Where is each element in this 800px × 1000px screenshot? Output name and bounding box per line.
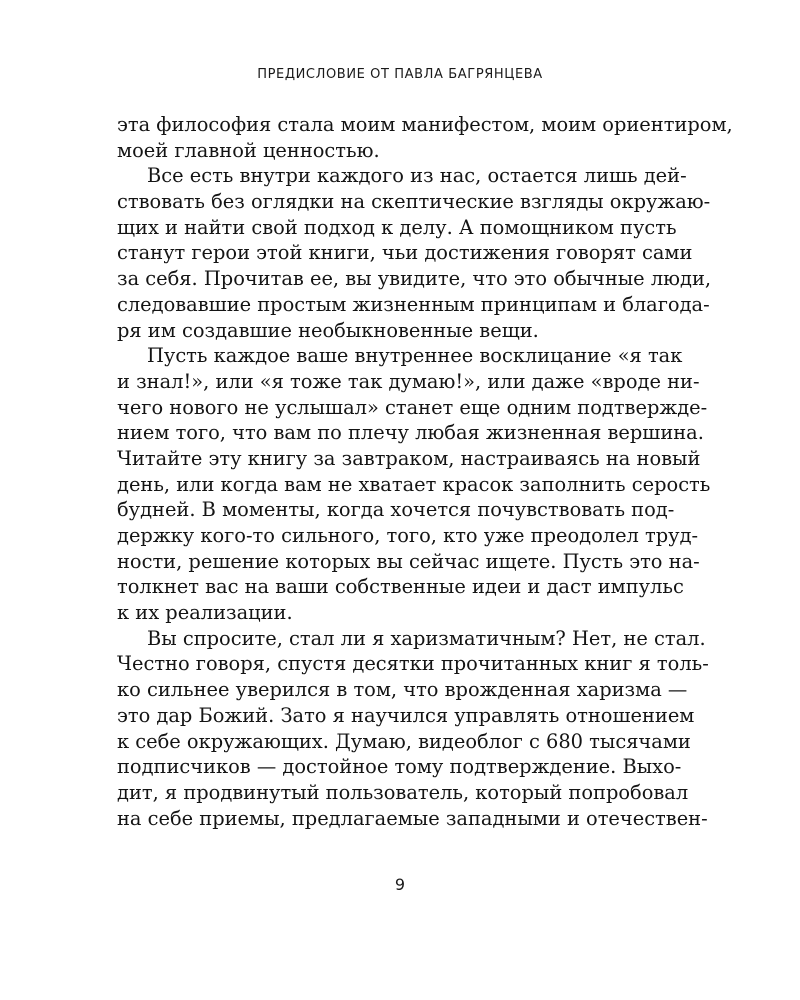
text-line: к себе окружающих. Думаю, видеоблог с 680 тысячами (117, 729, 691, 753)
page-number: 9 (394, 875, 406, 894)
text-line: ности, решение которых вы сейчас ищете. Пусть это на- (117, 549, 700, 573)
text-line: чего нового не услышал» станет еще одним подтвержде- (117, 395, 708, 419)
text-line: Читайте эту книгу за завтраком, настраиваясь на новый (117, 446, 701, 470)
text-line: толкнет вас на ваши собственные идеи и даст импульс (117, 575, 684, 599)
text-line: моей главной ценностью. (117, 138, 380, 162)
text-line: эта философия стала моим манифестом, моим ориентиром, (117, 113, 733, 136)
text-line: Пусть каждое ваше внутреннее восклицание «я так (147, 344, 683, 368)
text-line: подписчиков — достойное тому подтверждение. Выхо- (117, 755, 682, 779)
running-header: ПРЕДИСЛОВИЕ ОТ ПАВЛА БАГРЯНЦЕВА (257, 67, 543, 82)
text-line: держку кого-то сильного, того, кто уже преодолел труд- (117, 524, 699, 547)
text-line: щих и найти свой подход к делу. А помощником пусть (117, 215, 677, 239)
paragraph (117, 163, 712, 343)
paragraph (117, 626, 709, 832)
text-line: дит, я продвинутый пользователь, который попробовал (117, 780, 689, 804)
text-line: будней. В моменты, когда хочется почувствовать под- (117, 498, 675, 522)
text-line: ко сильнее уверился в том, что врожденная харизма — (117, 678, 688, 702)
text-line: к их реализации. (117, 601, 293, 625)
paragraph (117, 343, 711, 626)
paragraph (117, 112, 733, 163)
text-line: день, или когда вам не хватает красок заполнить серость (117, 472, 711, 496)
text-line: Честно говоря, спустя десятки прочитанных книг я толь- (117, 652, 709, 676)
text-line: это дар Божий. Зато я научился управлять отношением (117, 703, 695, 727)
text-line: ствовать без оглядки на скептические взгляды окружаю- (117, 190, 711, 214)
text-line: станут герои этой книги, чьи достижения говорят сами (117, 241, 693, 265)
text-line: Вы спросите, стал ли я харизматичным? Нет, не стал. (147, 626, 706, 650)
text-line: на себе приемы, предлагаемые западными и отечествен- (117, 806, 708, 830)
text-line: Все есть внутри каждого из нас, остается лишь дей- (147, 164, 687, 188)
text-line: нием того, что вам по плечу любая жизненная вершина. (117, 421, 704, 445)
text-line: за себя. Прочитав ее, вы увидите, что это обычные люди, (117, 267, 712, 291)
text-line: ря им создавшие необыкновенные вещи. (117, 318, 539, 342)
body-text (117, 112, 733, 831)
text-line: следовавшие простым жизненным принципам и благода- (117, 292, 710, 316)
text-line: и знал!», или «я тоже так думаю!», или даже «вроде ни- (117, 369, 700, 393)
